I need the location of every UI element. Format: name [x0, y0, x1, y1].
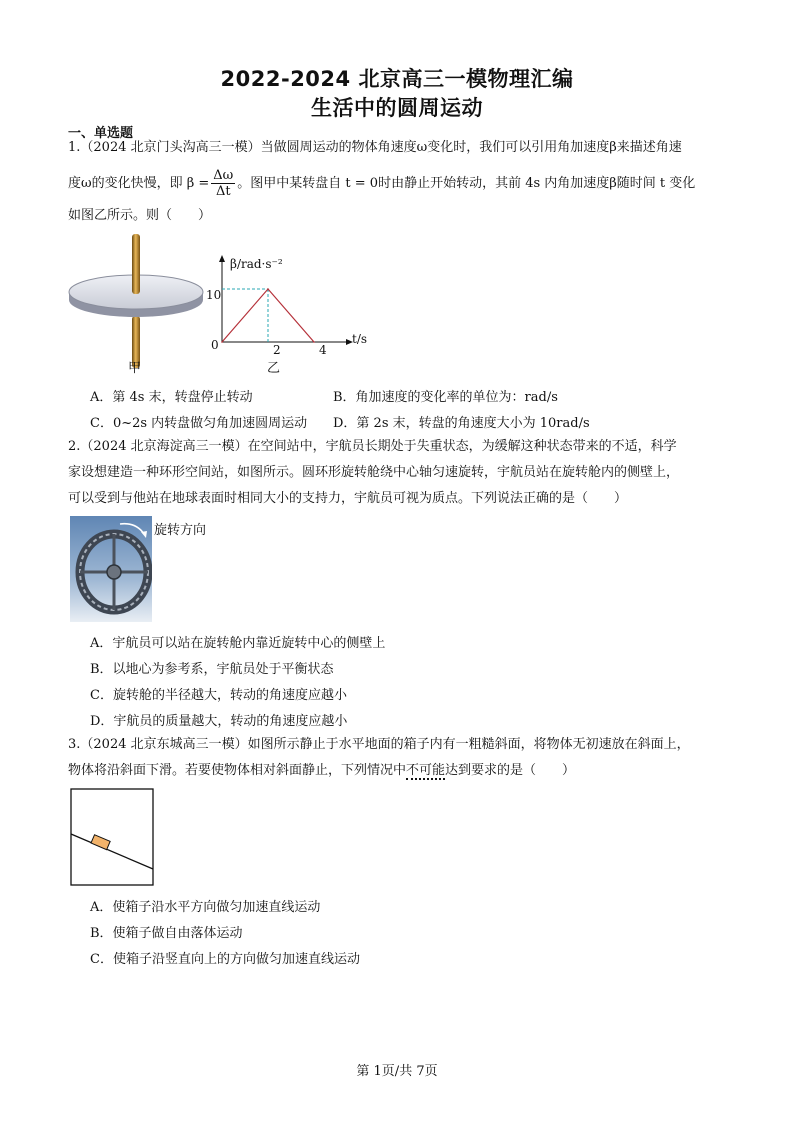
section-heading: 一、单选题 [68, 126, 134, 141]
q2-option-a[interactable]: A．宇航员可以站在旋转舱内靠近旋转中心的侧壁上 [90, 636, 386, 651]
q3-line2 [68, 762, 575, 779]
page-subtitle: 生活中的圆周运动 [311, 96, 483, 120]
q1-fraction [211, 168, 235, 199]
q1-line3: 如图乙所示。则（ ） [68, 208, 212, 223]
graph-origin: 0 [211, 338, 219, 352]
graph-tick-y10: 10 [206, 288, 222, 302]
page-title: 2022-2024 北京高三一模物理汇编 [220, 67, 574, 91]
box-outline [71, 789, 153, 885]
page-footer: 第 1页/共 7页 [356, 1064, 438, 1079]
station-hub [107, 565, 121, 579]
q3-option-a[interactable]: A．使箱子沿水平方向做匀加速直线运动 [90, 900, 321, 915]
q3-line2-post: 达到要求的是（ ） [445, 763, 576, 778]
q3-option-b[interactable]: B．使箱子做自由落体运动 [90, 926, 243, 941]
figure-jia-label: 甲 [128, 361, 142, 376]
q2-option-c[interactable]: C．旋转舱的半径越大，转动的角速度应越小 [90, 688, 347, 703]
q2-option-b[interactable]: B．以地心为参考系，宇航员处于平衡状态 [90, 662, 334, 677]
beta-point-1 [267, 288, 269, 290]
turntable-rod-top [132, 234, 140, 294]
q3-option-c[interactable]: C．使箱子沿竖直向上的方向做匀加速直线运动 [90, 952, 360, 967]
graph-xlabel: t/s [352, 332, 368, 346]
q3-emphasis: 不可能 [406, 763, 446, 778]
q1-line1: 1.（2024 北京门头沟高三一模）当做圆周运动的物体角速度ω变化时，我们可以引用角加速度β来描述角速 [68, 140, 682, 155]
y-axis-arrow [219, 255, 225, 262]
rotation-direction-label: 旋转方向 [154, 523, 207, 538]
box-incline-figure [70, 788, 154, 886]
graph-tick-x2: 2 [273, 343, 281, 357]
q2-option-d[interactable]: D．宇航员的质量越大，转动的角速度应越小 [90, 714, 348, 729]
graph-tick-x4: 4 [319, 343, 327, 357]
q2-line1: 2.（2024 北京海淀高三一模）在空间站中，宇航员长期处于失重状态，为缓解这种状态带来的不适，科学 [68, 439, 677, 454]
beta-point-0 [221, 341, 223, 343]
q1-option-b[interactable]: B．角加速度的变化率的单位为：rad/s [333, 390, 558, 405]
q1-option-c[interactable]: C．0~2s 内转盘做匀角加速圆周运动 [90, 416, 308, 431]
q2-line2: 家设想建造一种环形空间站，如图所示。圆环形旋转舱绕中心轴匀速旋转，宇航员站在旋转舱内的侧壁上， [68, 465, 680, 480]
q1-line2-post: 。图甲中某转盘自 t = 0时由静止开始转动，其前 4s 内角加速度β随时间 t 变化 [237, 176, 696, 191]
q3-line2-pre: 物体将沿斜面下滑。若要使物体相对斜面静止，下列情况中 [68, 763, 407, 778]
figure-yi-label: 乙 [267, 361, 281, 376]
q1-option-d[interactable]: D．第 2s 末，转盘的角速度大小为 10rad/s [333, 416, 590, 431]
q1-line2-pre: 度ω的变化快慢，即 β = [68, 176, 210, 191]
q1-option-a[interactable]: A．第 4s 末，转盘停止转动 [90, 390, 253, 405]
beta-point-2 [313, 341, 315, 343]
q2-line3: 可以受到与他站在地球表面时相同大小的支持力，宇航员可视为质点。下列说法正确的是（ ） [68, 491, 628, 506]
q3-line1: 3.（2024 北京东城高三一模）如图所示静止于水平地面的箱子内有一粗糙斜面，将物体无初速放在斜面上， [68, 737, 690, 752]
q1-frac-num: Δω [213, 168, 234, 183]
q1-frac-den: Δt [215, 184, 231, 199]
turntable-figure [66, 232, 206, 372]
q1-line2 [68, 168, 695, 199]
graph-ylabel: β/rad·s⁻² [230, 257, 283, 271]
space-station-image [70, 516, 152, 622]
